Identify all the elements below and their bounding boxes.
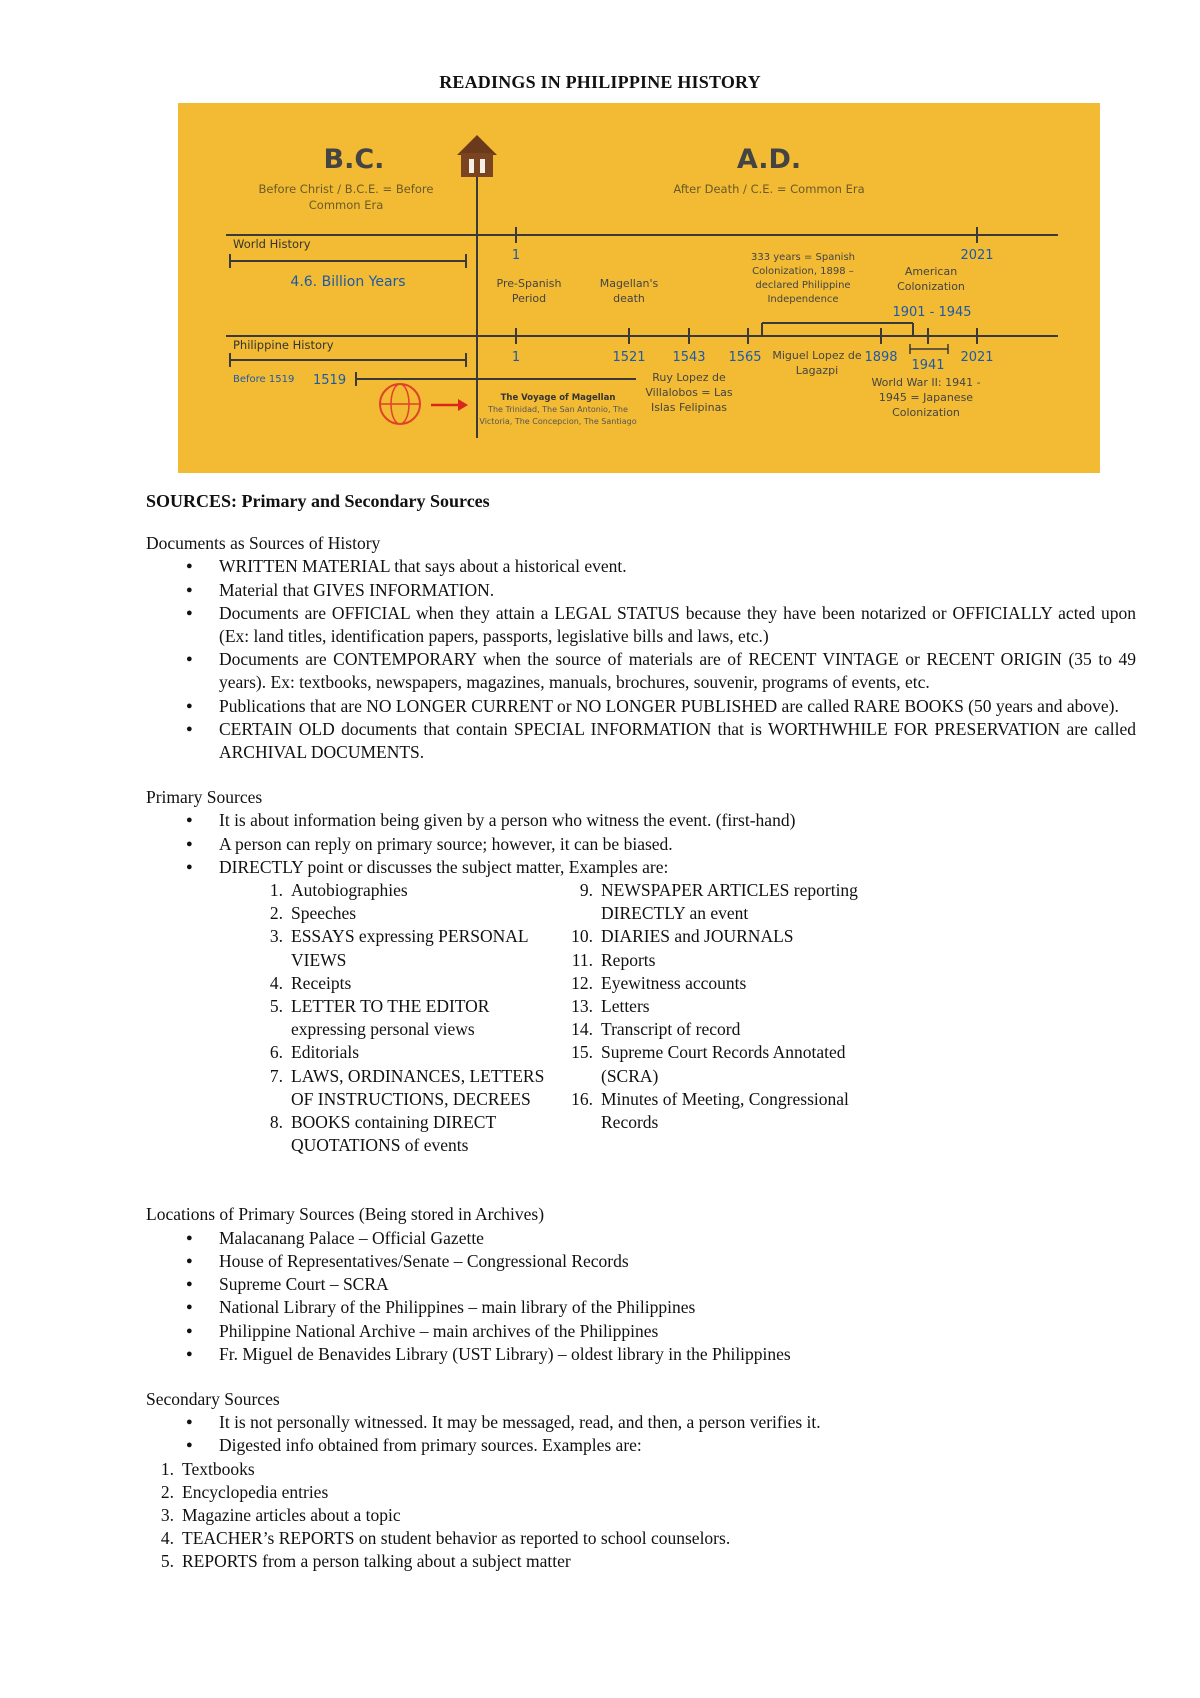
bc-subtitle-1: Before Christ / B.C.E. = Before (258, 182, 434, 196)
documents-list (146, 555, 1136, 764)
list-item: ● Documents are CONTEMPORARY when the source of materials are of RECENT VINTAGE or RECENT ORIGIN (35 to 49 years). Ex: textbooks, newspapers, magazines, manuals, brochures, souvenir, programs of events, etc. (219, 648, 1136, 694)
list-number: 5. (160, 1551, 174, 1572)
spanish-colonization-3: declared Philippine (755, 280, 851, 291)
sources-heading: SOURCES: Primary and Secondary Sources (146, 491, 490, 511)
list-item-text: LETTER TO THE EDITOR (291, 996, 490, 1017)
primary-list (146, 809, 1136, 879)
list-number: 10. (571, 926, 593, 947)
list-item (255, 1111, 565, 1157)
world-year-2021: 2021 (960, 248, 994, 263)
magellan-death-label-1: Magellan's (599, 277, 659, 290)
list-item-text: Eyewitness accounts (601, 972, 747, 993)
list-item: ● Digested info obtained from primary sources. Examples are: (219, 1434, 1136, 1457)
list-number: 2. (269, 903, 283, 924)
american-label-2: Colonization (897, 280, 965, 293)
ad-title: A.D. (736, 144, 802, 175)
list-item-text: TEACHER’s REPORTS on student behavior as reported to school counselors. (182, 1528, 731, 1549)
primary-examples (255, 879, 1136, 1157)
list-item: ● National Library of the Philippines – main library of the Philippines (219, 1296, 1136, 1319)
list-item-text: ESSAYS expressing PERSONAL (291, 926, 529, 947)
secondary-examples (146, 1458, 1136, 1574)
primary-examples-col1 (255, 879, 565, 1157)
philippine-history-label: Philippine History (233, 338, 334, 352)
list-item-text: BOOKS containing DIRECT (291, 1112, 497, 1133)
list-item (255, 925, 565, 971)
list-item-text: Reports (601, 949, 656, 970)
list-item-text: Speeches (291, 903, 357, 924)
list-number: 11. (571, 949, 593, 970)
list-item (146, 1527, 1136, 1550)
list-number: 5. (269, 996, 283, 1017)
list-item-text: Textbooks (182, 1458, 255, 1479)
list-number: 4. (160, 1528, 174, 1549)
list-item (565, 1088, 895, 1134)
list-item (146, 1481, 1136, 1504)
list-item (255, 902, 565, 925)
list-item-text: Editorials (291, 1042, 360, 1063)
locations-title: Locations of Primary Sources (Being stored in Archives) (146, 1204, 545, 1225)
list-item: ● It is about information being given by a person who witness the event. (first-hand) (219, 809, 1136, 832)
american-range: 1901 - 1945 (892, 305, 972, 320)
spanish-colonization-2: Colonization, 1898 – (752, 266, 854, 277)
list-number: 13. (571, 996, 593, 1017)
locations-list (146, 1227, 1136, 1366)
ruy-label-2: Villalobos = Las (645, 386, 733, 399)
voyage-ships-1: The Trinidad, The San Antonio, The (488, 405, 628, 414)
list-item (565, 995, 895, 1018)
list-item-text: Magazine articles about a topic (182, 1504, 401, 1525)
year-1519: 1519 (313, 373, 347, 388)
list-item-text: Letters (601, 996, 650, 1017)
list-number: 16. (571, 1088, 593, 1109)
list-item-text: Records (601, 1112, 659, 1133)
miguel-label-2: Lagazpi (795, 364, 839, 377)
secondary-list (146, 1411, 1136, 1457)
list-item (146, 1504, 1136, 1527)
list-number: 3. (160, 1504, 174, 1525)
list-item (255, 879, 565, 902)
bc-title: B.C. (323, 144, 385, 175)
list-item-text: Encyclopedia entries (182, 1481, 329, 1502)
list-item-text: Receipts (291, 972, 352, 993)
before-1519-label: Before 1519 (233, 374, 295, 385)
list-item-text: QUOTATIONS of events (291, 1135, 469, 1156)
list-item: ● Malacanang Palace – Official Gazette (219, 1227, 1136, 1250)
list-item: ● Publications that are NO LONGER CURRENT or NO LONGER PUBLISHED are called RARE BOOKS (50 years and above). (219, 695, 1136, 718)
list-number: 15. (571, 1042, 593, 1063)
list-item: ● Fr. Miguel de Benavides Library (UST Library) – oldest library in the Philippines (219, 1343, 1136, 1366)
list-item-text: VIEWS (291, 949, 347, 970)
list-item: ● Material that GIVES INFORMATION. (219, 579, 1136, 602)
list-number: 3. (269, 926, 283, 947)
list-item (146, 1550, 1136, 1573)
list-number: 6. (269, 1042, 283, 1063)
wwii-label-2: 1945 = Japanese (878, 391, 974, 404)
ph-year-1: 1 (511, 350, 521, 365)
list-item-text: (SCRA) (601, 1065, 659, 1086)
voyage-title: The Voyage of Magellan (500, 393, 616, 403)
ruy-label-3: Islas Felipinas (650, 401, 728, 414)
primary-title: Primary Sources (146, 787, 263, 808)
wwii-label-3: Colonization (892, 406, 960, 419)
list-number: 14. (571, 1019, 593, 1040)
list-item (255, 1041, 565, 1064)
list-item (565, 925, 895, 948)
timeline-graphic (178, 103, 1100, 473)
list-number: 4. (269, 972, 283, 993)
list-item: ● CERTAIN OLD documents that contain SPECIAL INFORMATION that is WORTHWHILE FOR PRESERVATION are called ARCHIVAL DOCUMENTS. (219, 718, 1136, 764)
spanish-colonization-4: Independence (767, 294, 839, 305)
list-item (255, 1065, 565, 1111)
list-item (565, 879, 895, 925)
list-item-text: expressing personal views (291, 1019, 475, 1040)
list-item-text: NEWSPAPER ARTICLES reporting (601, 880, 858, 901)
voyage-ships-2: Victoria, The Concepcion, The Santiago (479, 417, 637, 426)
year-1543: 1543 (672, 350, 706, 365)
ph-year-2021: 2021 (960, 350, 994, 365)
year-1521: 1521 (612, 350, 646, 365)
year-1941: 1941 (911, 358, 945, 373)
list-item (146, 1458, 1136, 1481)
list-item (565, 972, 895, 995)
pre-spanish-label-2: Period (511, 292, 547, 305)
sources-content (146, 490, 1136, 1574)
world-history-label: World History (233, 237, 311, 251)
list-item: ● Documents are OFFICIAL when they attain a LEGAL STATUS because they have been notarized or OFFICIALLY acted upon (Ex: land titles, identification papers, passports, legislative bills and laws, etc.) (219, 602, 1136, 648)
secondary-title: Secondary Sources (146, 1388, 280, 1409)
magellan-death-label-2: death (613, 292, 645, 305)
list-item-text: Supreme Court Records Annotated (601, 1042, 846, 1063)
list-number: 2. (160, 1481, 174, 1502)
list-number: 9. (579, 880, 593, 901)
list-item-text: LAWS, ORDINANCES, LETTERS (291, 1065, 545, 1086)
list-item-text: Transcript of record (601, 1019, 741, 1040)
list-item: ● DIRECTLY point or discusses the subject matter, Examples are: (219, 856, 1136, 879)
list-number: 8. (269, 1112, 283, 1133)
world-year-1: 1 (511, 248, 521, 263)
list-item: ● WRITTEN MATERIAL that says about a historical event. (219, 555, 1136, 578)
history-timeline-figure (178, 103, 1100, 473)
list-item (255, 972, 565, 995)
list-item: ● It is not personally witnessed. It may be messaged, read, and then, a person verifies it. (219, 1411, 1136, 1434)
list-item-text: DIARIES and JOURNALS (601, 926, 794, 947)
list-item (255, 995, 565, 1041)
year-1565: 1565 (728, 350, 762, 365)
spanish-colonization-1: 333 years = Spanish (750, 252, 856, 263)
list-item: ● Philippine National Archive – main archives of the Philippines (219, 1320, 1136, 1343)
list-item (565, 1041, 895, 1087)
billion-years-label: 4.6. Billion Years (290, 274, 406, 290)
list-item: ● House of Representatives/Senate – Congressional Records (219, 1250, 1136, 1273)
ad-subtitle: After Death / C.E. = Common Era (673, 182, 865, 196)
list-item-text: REPORTS from a person talking about a subject matter (182, 1551, 571, 1572)
list-number: 1. (269, 880, 283, 901)
pre-spanish-label-1: Pre-Spanish (496, 277, 562, 290)
year-1898: 1898 (864, 350, 898, 365)
list-item-text: DIRECTLY an event (601, 903, 749, 924)
list-item (565, 1018, 895, 1041)
list-number: 1. (160, 1458, 174, 1479)
ruy-label-1: Ruy Lopez de (652, 371, 726, 384)
list-item-text: Minutes of Meeting, Congressional (601, 1088, 849, 1109)
list-item-text: Autobiographies (291, 880, 408, 901)
wwii-label-1: World War II: 1941 - (871, 376, 981, 389)
miguel-label-1: Miguel Lopez de (772, 349, 862, 362)
list-number: 7. (269, 1065, 283, 1086)
list-number: 12. (571, 972, 593, 993)
list-item: ● Supreme Court – SCRA (219, 1273, 1136, 1296)
american-label-1: American (904, 265, 958, 278)
list-item-text: OF INSTRUCTIONS, DECREES (291, 1088, 531, 1109)
document-title: READINGS IN PHILIPPINE HISTORY (439, 72, 761, 92)
documents-title: Documents as Sources of History (146, 533, 381, 554)
bc-subtitle-2: Common Era (308, 198, 384, 212)
list-item: ● A person can reply on primary source; however, it can be biased. (219, 833, 1136, 856)
primary-examples-col2 (565, 879, 895, 1157)
list-item (565, 949, 895, 972)
